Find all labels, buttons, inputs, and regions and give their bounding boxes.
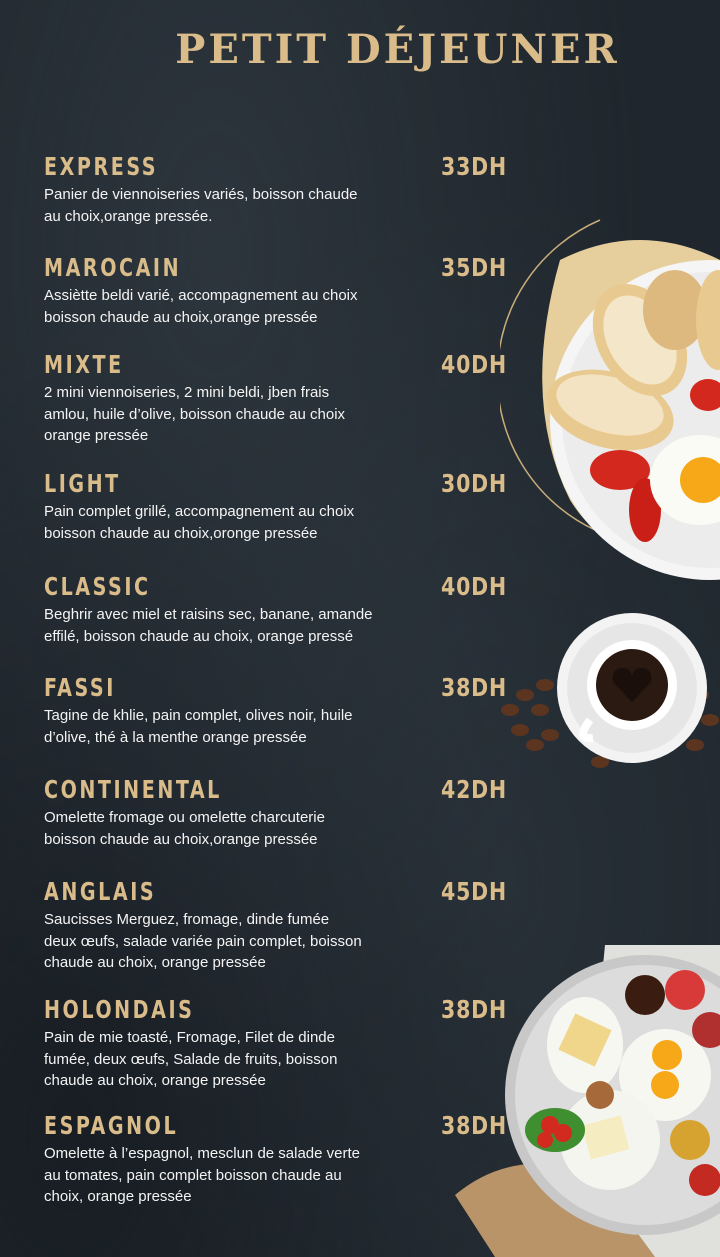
item-name: EXPRESS: [44, 152, 159, 181]
menu-item-light: [44, 469, 507, 544]
menu-item-fassi: [44, 673, 507, 748]
item-price: 42DH: [441, 775, 507, 804]
item-description: Panier de viennoiseries variés, boisson chaude au choix,orange pressée.: [44, 186, 358, 225]
item-description: Beghrir avec miel et raisins sec, banane, amande effilé, boisson chaude au choix, orange pressé: [44, 606, 373, 645]
item-price: 38DH: [441, 673, 507, 702]
item-name: LIGHT: [44, 469, 121, 498]
item-description: Saucisses Merguez, fromage, dinde fumée deux œufs, salade variée pain complet, boisson chaude au choix, orange pressée: [44, 911, 362, 971]
item-price: 40DH: [441, 572, 507, 601]
item-price: 33DH: [441, 152, 507, 181]
item-description: Assiètte beldi varié, accompagnement au choix boisson chaude au choix,orange pressée: [44, 287, 358, 326]
item-name: MIXTE: [44, 350, 124, 379]
item-price: 45DH: [441, 877, 507, 906]
item-price: 38DH: [441, 995, 507, 1024]
item-price: 35DH: [441, 253, 507, 282]
item-description: Omelette à l’espagnol, mesclun de salade verte au tomates, pain complet boisson chaude au choix, orange pressée: [44, 1145, 361, 1205]
item-description: 2 mini viennoiseries, 2 mini beldi, jben frais amlou, huile d’olive, boisson chaude au choix orange pressée: [44, 384, 346, 444]
item-price: 38DH: [441, 1111, 507, 1140]
menu-item-classic: [44, 572, 507, 647]
menu-item-express: [44, 152, 507, 227]
item-name: MAROCAIN: [44, 253, 182, 282]
item-name: HOLONDAIS: [44, 995, 195, 1024]
menu-item-anglais: [44, 877, 507, 974]
breakfast-platter-image: [455, 945, 720, 1257]
menu-item-marocain: [44, 253, 507, 328]
page-title: PETIT DÉJEUNER: [175, 26, 620, 73]
item-price: 40DH: [441, 350, 507, 379]
item-name: ESPAGNOL: [44, 1111, 179, 1140]
item-name: FASSI: [44, 673, 116, 702]
item-name: CLASSIC: [44, 572, 151, 601]
menu-item-continental: [44, 775, 507, 850]
menu-item-espagnol: [44, 1111, 507, 1208]
item-description: Pain complet grillé, accompagnement au choix boisson chaude au choix,oronge pressée: [44, 503, 355, 542]
menu-item-mixte: [44, 350, 507, 447]
item-name: ANGLAIS: [44, 877, 157, 906]
bread-egg-plate-image: [500, 200, 720, 590]
item-name: CONTINENTAL: [44, 775, 222, 804]
item-description: Pain de mie toasté, Fromage, Filet de dinde fumée, deux œufs, Salade de fruits, boisson chaude au choix, orange pressée: [44, 1029, 338, 1089]
coffee-cup-image: [495, 610, 720, 775]
item-price: 30DH: [441, 469, 507, 498]
menu-item-holondais: [44, 995, 507, 1092]
item-description: Tagine de khlie, pain complet, olives noir, huile d’olive, thé à la menthe orange pressée: [44, 707, 353, 746]
item-description: Omelette fromage ou omelette charcuterie boisson chaude au choix,orange pressée: [44, 809, 325, 848]
